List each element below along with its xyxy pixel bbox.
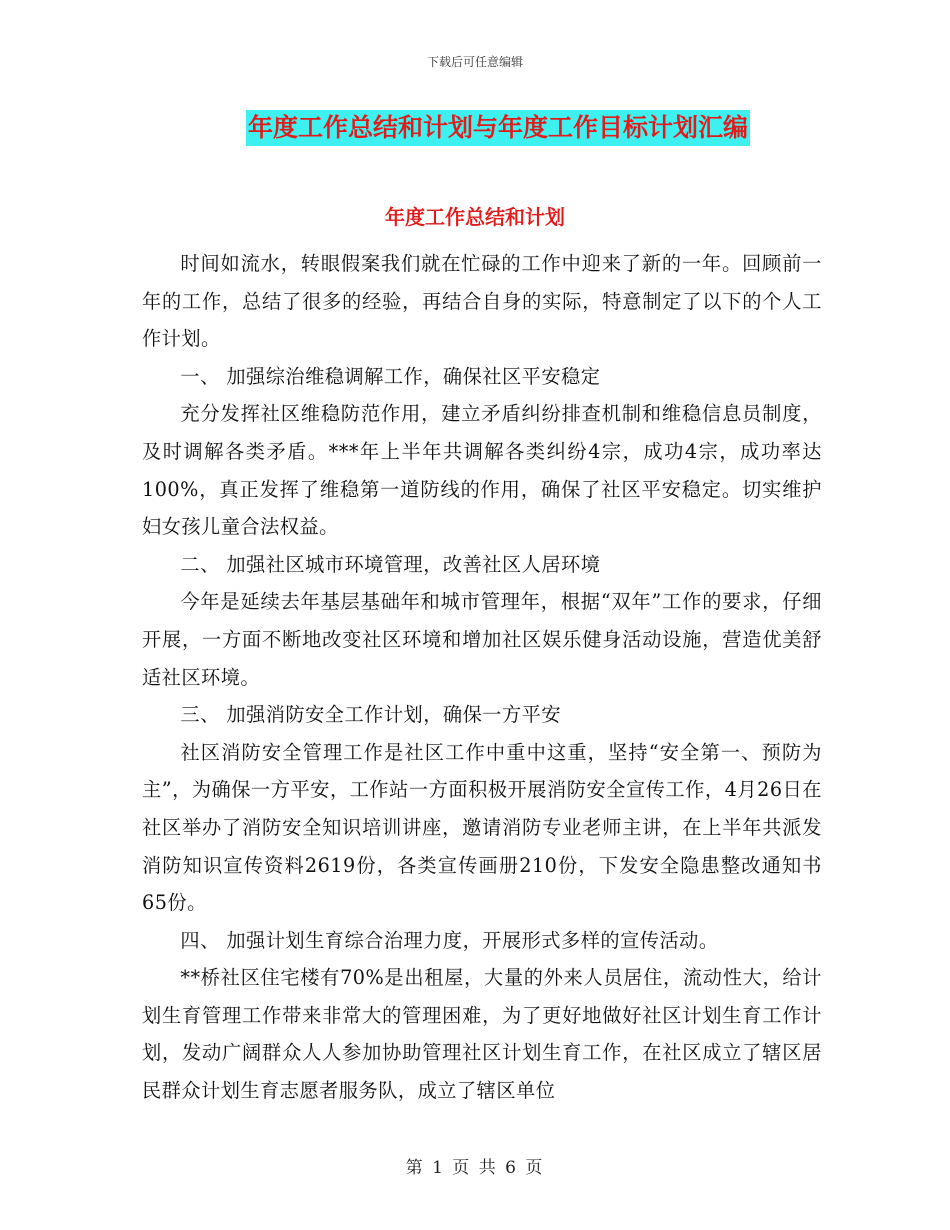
- paragraph-3: 社区消防安全管理工作是社区工作中重中这重，坚持“安全第一、预防为主”，为确保一方平安，工作站一方面积极开展消防安全宣传工作，4月26日在社区举办了消防安全知识培训讲座，邀请消防专业老师主讲，在上半年共派发消防知识宣传资料2619份，各类宣传画册210份，下发安全隐患整改通知书65份。: [142, 740, 822, 915]
- header-note: 下载后可任意编辑: [426, 55, 523, 69]
- heading-3: 三、 加强消防安全工作计划，确保一方平安: [180, 703, 562, 727]
- page-number: 第 1 页 共 6 页: [405, 1158, 545, 1178]
- document-body: [142, 245, 822, 1110]
- heading-4: 四、 加强计划生育综合治理力度，开展形式多样的宣传活动。: [180, 928, 719, 952]
- paragraph-1: 充分发挥社区维稳防范作用，建立矛盾纠纷排查机制和维稳信息员制度，及时调解各类矛盾。***年上半年共调解各类纠纷4宗，成功4宗，成功率达100%，真正发挥了维稳第一道防线的作用，确保了社区平安稳定。切实维护妇女孩儿童合法权益。: [142, 402, 822, 539]
- section-title: 年度工作总结和计划: [385, 205, 565, 229]
- main-title: 年度工作总结和计划与年度工作目标计划汇编: [246, 110, 750, 146]
- paragraph-intro: 时间如流水，转眼假案我们就在忙碌的工作中迎来了新的一年。回顾前一年的工作，总结了很多的经验，再结合自身的实际，特意制定了以下的个人工作计划。: [142, 252, 822, 351]
- heading-2: 二、 加强社区城市环境管理，改善社区人居环境: [180, 552, 601, 576]
- paragraph-4: **桥社区住宅楼有70%是出租屋，大量的外来人员居住，流动性大，给计划生育管理工作带来非常大的管理困难，为了更好地做好社区计划生育工作计划，发动广阔群众人人参加协助管理社区计划生育工作，在社区成立了辖区居民群众计划生育志愿者服务队，成立了辖区单位: [142, 966, 822, 1103]
- main-title-wrap: [0, 110, 950, 146]
- heading-1: 一、 加强综治维稳调解工作，确保社区平安稳定: [180, 364, 601, 388]
- paragraph-2: 今年是延续去年基层基础年和城市管理年，根据“双年”工作的要求，仔细开展，一方面不断地改变社区环境和增加社区娱乐健身活动设施，营造优美舒适社区环境。: [142, 590, 822, 689]
